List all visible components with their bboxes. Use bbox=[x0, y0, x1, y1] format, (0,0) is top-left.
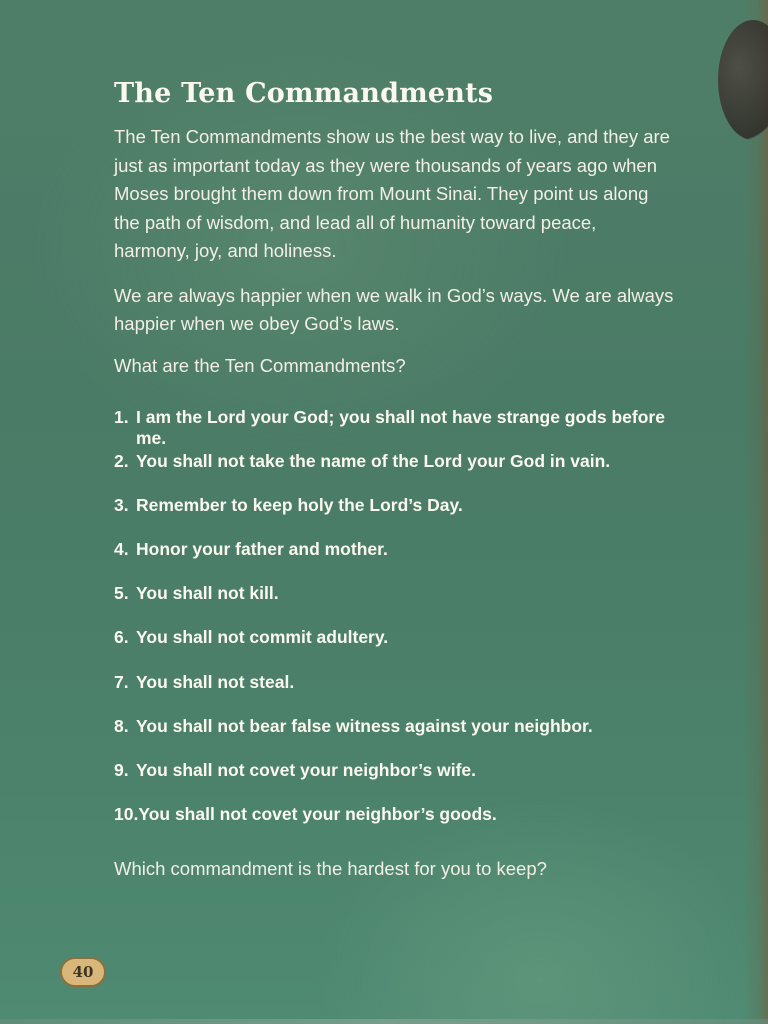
commandment-text: You shall not commit adultery. bbox=[136, 627, 389, 648]
bottom-edge bbox=[0, 1019, 768, 1024]
commandment-text: You shall not bear false witness against your neighbor. bbox=[136, 715, 593, 736]
commandment-item bbox=[114, 495, 674, 539]
intro-paragraph: The Ten Commandments show us the best way to live, and they are just as important today as they were thousands of years ago when Moses brought them down from Mount Sinai. They point us along the path of wisdom, and lead all of humanity toward peace, harmony, joy, and holiness. bbox=[114, 126, 670, 261]
question-intro: What are the Ten Commandments? bbox=[114, 354, 406, 376]
commandment-text: You shall not take the name of the Lord your God in vain. bbox=[136, 450, 611, 471]
commandment-item bbox=[114, 804, 674, 848]
commandment-item bbox=[114, 716, 674, 760]
commandment-item bbox=[114, 672, 674, 716]
commandment-text: Remember to keep holy the Lord’s Day. bbox=[136, 494, 463, 515]
commandment-text: You shall not covet your neighbor’s wife. bbox=[136, 760, 476, 780]
commandments-list bbox=[114, 407, 674, 849]
commandment-item bbox=[114, 627, 674, 671]
commandment-text: You shall not covet your neighbor’s goods. bbox=[138, 804, 497, 825]
commandment-number: 1. bbox=[114, 406, 129, 427]
commandment-text: I am the Lord your God; you shall not have strange gods before me. bbox=[136, 406, 665, 448]
commandment-number: 10. bbox=[114, 804, 139, 825]
page-edge bbox=[744, 0, 768, 1024]
commandment-text: You shall not kill. bbox=[136, 583, 279, 604]
commandment-item bbox=[114, 451, 674, 495]
commandment-number: 8. bbox=[114, 715, 129, 736]
commandment-number: 5. bbox=[114, 583, 129, 604]
page-number-badge: 40 bbox=[60, 957, 106, 987]
commandment-text: You shall not steal. bbox=[136, 671, 295, 692]
commandment-item bbox=[114, 760, 674, 804]
commandment-number: 2. bbox=[114, 450, 129, 471]
page-content bbox=[114, 78, 674, 899]
commandment-number: 3. bbox=[114, 494, 129, 515]
happiness-paragraph: We are always happier when we walk in God’s ways. We are always happier when we obey God’s laws. bbox=[114, 284, 674, 334]
page-title: The Ten Commandments bbox=[114, 78, 494, 109]
commandment-item bbox=[114, 583, 674, 627]
commandment-number: 7. bbox=[114, 671, 129, 692]
closing-question: Which commandment is the hardest for you to keep? bbox=[114, 858, 547, 880]
decorative-shape bbox=[718, 20, 768, 140]
commandment-number: 9. bbox=[114, 760, 129, 780]
commandment-text: Honor your father and mother. bbox=[136, 539, 388, 560]
commandment-number: 6. bbox=[114, 627, 129, 648]
commandment-item bbox=[114, 539, 674, 583]
commandment-item bbox=[114, 407, 674, 451]
commandment-number: 4. bbox=[114, 539, 129, 560]
